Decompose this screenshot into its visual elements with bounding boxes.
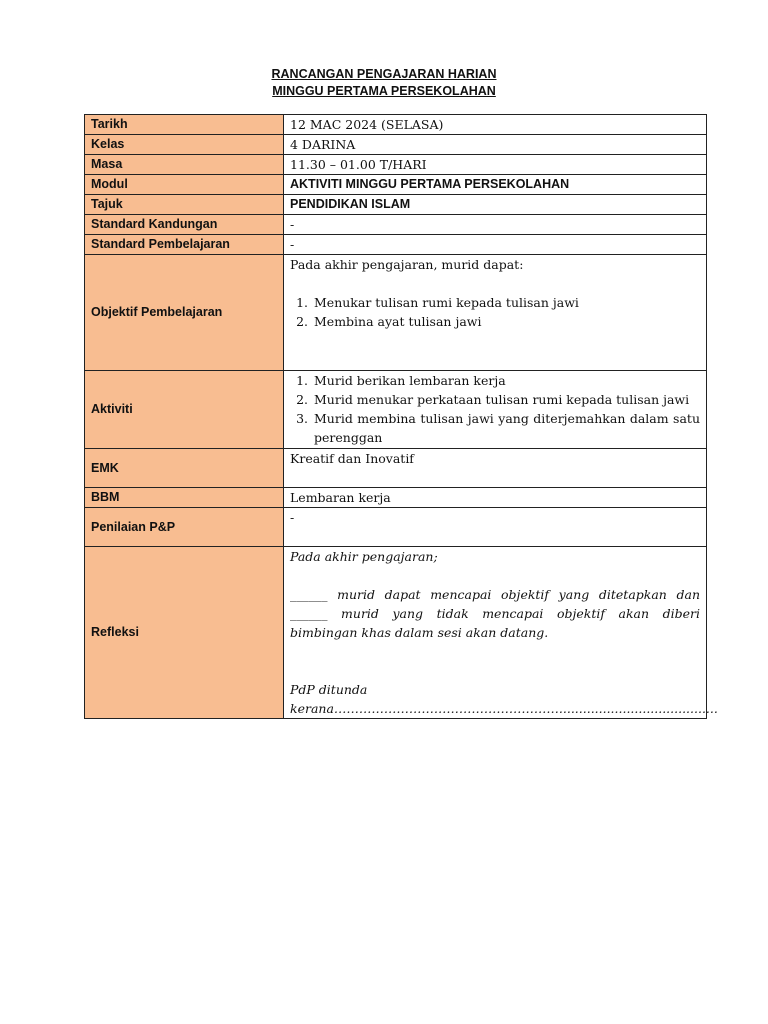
value-penilaian: -	[284, 508, 707, 547]
label-masa: Masa	[85, 155, 284, 175]
value-tajuk: PENDIDIKAN ISLAM	[284, 195, 707, 215]
label-standard-pembelajaran: Standard Pembelajaran	[85, 235, 284, 255]
value-standard-kandungan: -	[284, 215, 707, 235]
list-item: 2. Murid menukar perkataan tulisan rumi kepada tulisan jawi	[312, 390, 700, 409]
label-objektif: Objektif Pembelajaran	[85, 255, 284, 371]
list-item: 3. Murid membina tulisan jawi yang diterjemahkan dalam satu perenggan	[312, 409, 700, 447]
list-item: 1. Menukar tulisan rumi kepada tulisan jawi	[312, 293, 700, 312]
value-aktiviti	[284, 371, 707, 449]
label-refleksi: Refleksi	[85, 547, 284, 719]
refleksi-paragraph: ______ murid dapat mencapai objektif yang ditetapkan dan ______ murid yang tidak mencapai objektif akan diberi bimbingan khas dalam sesi akan datang.	[290, 587, 700, 640]
value-masa: 11.30 – 01.00 T/HARI	[284, 155, 707, 175]
row-standard-kandungan	[85, 215, 707, 235]
row-refleksi	[85, 547, 707, 719]
lesson-plan-table	[84, 114, 718, 719]
row-masa	[85, 155, 707, 175]
row-emk	[85, 449, 707, 488]
value-standard-pembelajaran: -	[284, 235, 707, 255]
value-kelas: 4 DARINA	[284, 135, 707, 155]
refleksi-line-3: PdP ditunda kerana………………………………………………........................................	[290, 682, 718, 716]
title-line-1: RANCANGAN PENGAJARAN HARIAN	[271, 67, 497, 81]
value-objektif	[284, 255, 707, 371]
value-bbm: Lembaran kerja	[284, 488, 707, 508]
label-bbm: BBM	[85, 488, 284, 508]
row-tajuk	[85, 195, 707, 215]
list-item: 2. Membina ayat tulisan jawi	[312, 312, 700, 331]
label-penilaian: Penilaian P&P	[85, 508, 284, 547]
value-tarikh: 12 MAC 2024 (SELASA)	[284, 115, 707, 135]
label-kelas: Kelas	[85, 135, 284, 155]
list-item: 1. Murid berikan lembaran kerja	[312, 371, 700, 390]
document-title	[0, 66, 768, 100]
title-line-2: MINGGU PERTAMA PERSEKOLAHAN	[272, 84, 496, 98]
row-aktiviti	[85, 371, 707, 449]
row-bbm	[85, 488, 707, 508]
value-modul: AKTIVITI MINGGU PERTAMA PERSEKOLAHAN	[284, 175, 707, 195]
refleksi-line-1: Pada akhir pengajaran;	[290, 549, 438, 564]
row-objektif	[85, 255, 707, 371]
value-emk: Kreatif dan Inovatif	[284, 449, 707, 488]
label-standard-kandungan: Standard Kandungan	[85, 215, 284, 235]
label-tarikh: Tarikh	[85, 115, 284, 135]
objektif-list	[290, 293, 700, 331]
label-modul: Modul	[85, 175, 284, 195]
row-standard-pembelajaran	[85, 235, 707, 255]
row-kelas	[85, 135, 707, 155]
label-emk: EMK	[85, 449, 284, 488]
row-penilaian	[85, 508, 707, 547]
label-aktiviti: Aktiviti	[85, 371, 284, 449]
row-tarikh	[85, 115, 707, 135]
aktiviti-list	[290, 371, 700, 447]
objektif-intro: Pada akhir pengajaran, murid dapat:	[290, 257, 524, 272]
value-refleksi	[284, 547, 718, 719]
row-modul	[85, 175, 707, 195]
label-tajuk: Tajuk	[85, 195, 284, 215]
